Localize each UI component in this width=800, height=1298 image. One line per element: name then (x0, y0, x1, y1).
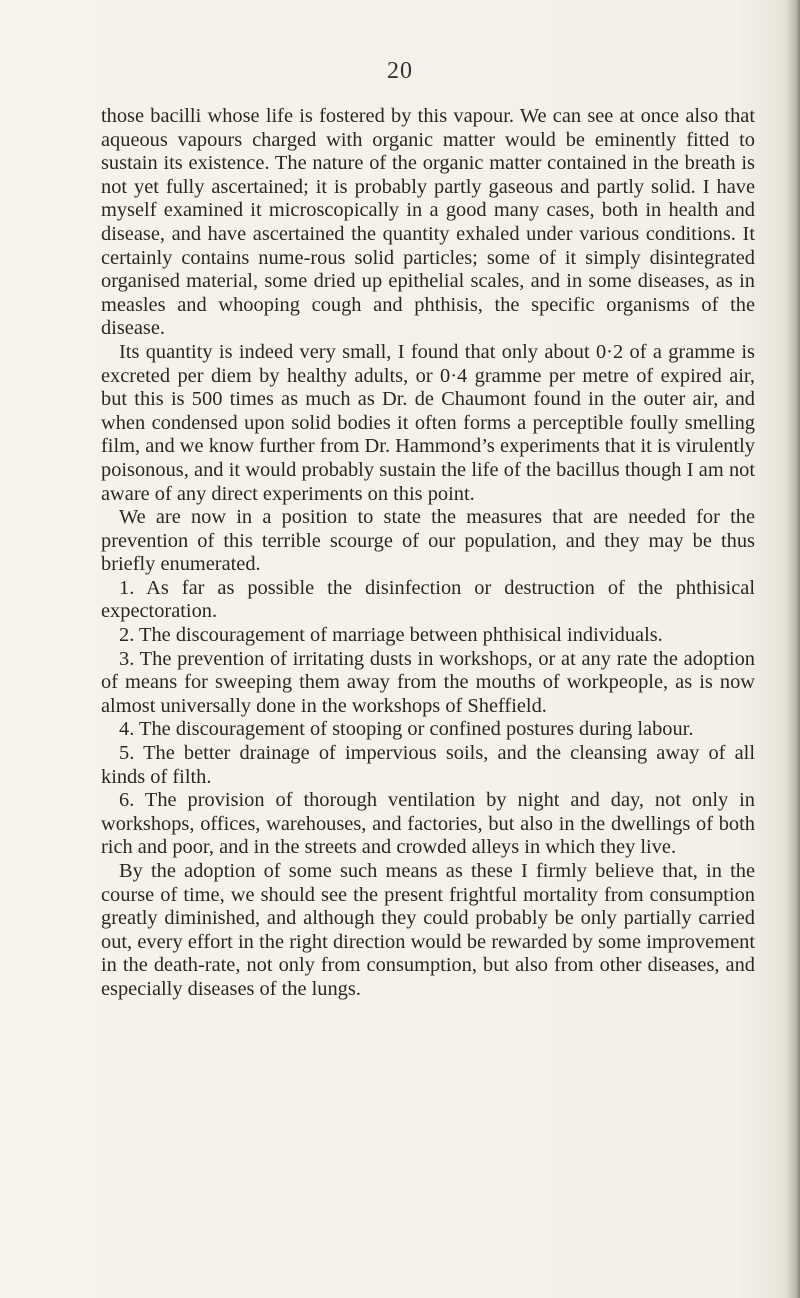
paragraph-measures-intro: We are now in a position to state the measures that are needed for the prevention of this terrible scourge of our population, and they may be thus briefly enumerated. (101, 506, 755, 576)
page-number: 20 (387, 58, 413, 84)
body-text (101, 105, 755, 1002)
measure-item-6: 6. The provision of thorough ventilation by night and day, not only in workshops, offices, warehouses, and factories, but also in the dwellings of both rich and poor, and in the streets and crowded alleys in which they live. (101, 789, 755, 859)
paragraph-quantity: Its quantity is indeed very small, I found that only about 0·2 of a gramme is excreted per diem by healthy adults, or 0·4 gramme per metre of expired air, but this is 500 times as much as Dr. de Chaumont found in the outer air, and when condensed upon solid bodies it often forms a perceptible foully smelling film, and we know further from Dr. Hammond’s experiments that it is virulently poisonous, and it would probably sustain the life of the bacillus though I am not aware of any direct experiments on this point. (101, 340, 755, 505)
measure-item-5: 5. The better drainage of impervious soils, and the cleansing away of all kinds of filth. (101, 742, 755, 788)
measure-item-1: 1. As far as possible the disinfection or destruction of the phthisical expectoration. (101, 576, 755, 623)
page-edge-shadow (786, 0, 800, 1298)
measure-item-2: 2. The discouragement of marriage between phthisical individuals. (119, 624, 663, 647)
measure-item-3: 3. The prevention of irritating dusts in workshops, or at any rate the adoption of means for sweeping them away from the mouths of workpeople, as is now almost universally done in the workshops of Sheffield. (101, 647, 755, 717)
measure-item-4: 4. The discouragement of stooping or confined postures during labour. (119, 718, 694, 741)
paragraph-conclusion: By the adoption of some such means as these I firmly believe that, in the course of time, we should see the present frightful mortality from consumption greatly diminished, and although they could probably be only partially carried out, every effort in the right direction would be rewarded by some improvement in the death-rate, not only from consumption, but also from other diseases, and especially diseases of the lungs. (101, 860, 755, 1000)
paragraph-continuation: those bacilli whose life is fostered by this vapour. We can see at once also that aqueous vapours charged with organic matter would be eminently fitted to sustain its existence. The nature of the organic matter contained in the breath is not yet fully ascertained; it is probably partly gaseous and partly solid. I have myself examined it microscopically in a good many cases, both in health and disease, and have ascertained the quantity exhaled under various conditions. It certainly contains nume-rous solid particles; some of it simply disintegrated organised material, some dried up epithelial scales, and in some diseases, as in measles and whooping cough and phthisis, the specific organisms of the disease. (101, 105, 755, 340)
